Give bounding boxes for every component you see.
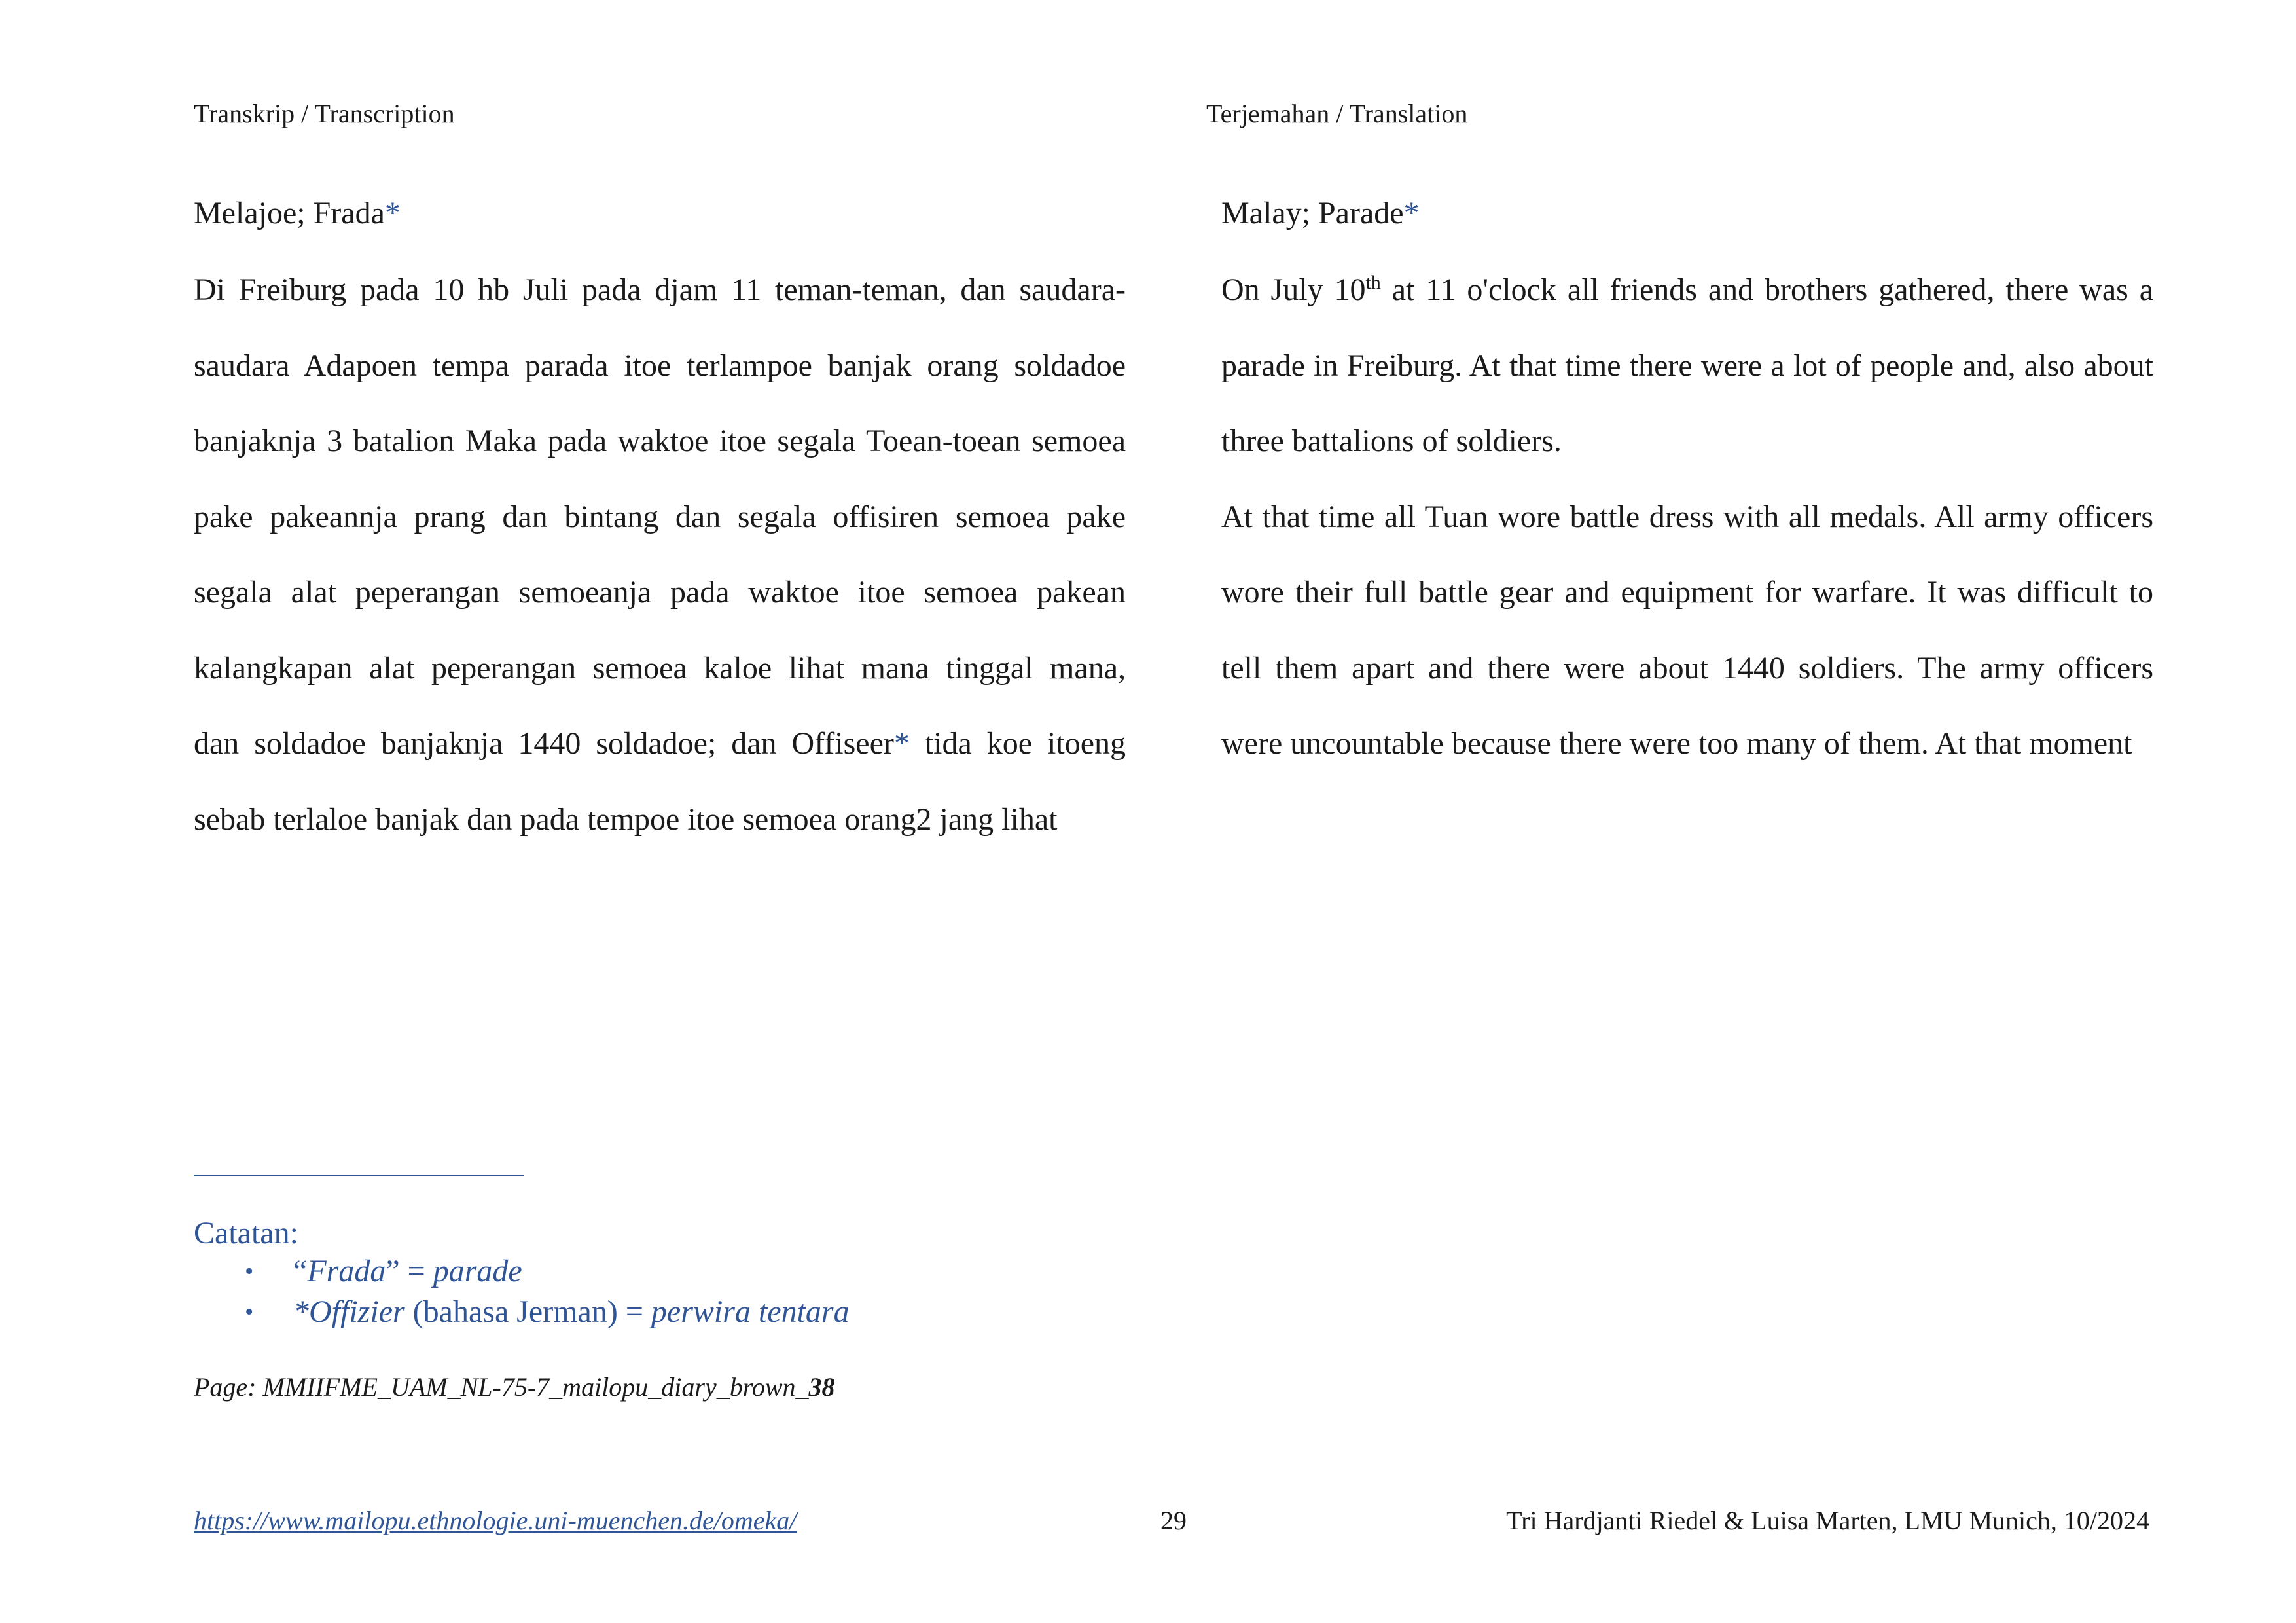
note-term: Frada xyxy=(307,1254,386,1288)
omeka-link[interactable]: https://www.mailopu.ethnologie.uni-muenchen.de/omeka/ xyxy=(194,1506,797,1535)
note-term: *Offizier xyxy=(293,1294,405,1329)
footnote-marker: * xyxy=(384,196,401,230)
page-reference-prefix: Page: MMIIFME_UAM_NL-75-7_mailopu_diary_brown_ xyxy=(194,1372,809,1402)
transcription-body xyxy=(194,252,1126,857)
transcription-line-text: dan soldadoe banjaknja 1440 soldadoe; dan Offiseer xyxy=(194,726,894,761)
note-meaning: parade xyxy=(433,1254,522,1288)
transcription-line xyxy=(194,706,1126,782)
translation-first-line xyxy=(1221,252,2153,328)
note-item xyxy=(194,1251,850,1292)
bullet-icon: • xyxy=(245,1298,254,1326)
transcription-line: pake pakeannja prang dan bintang dan segala offisiren semoea pake xyxy=(194,499,1126,534)
translation-title xyxy=(1221,195,1420,231)
translation-header: Terjemahan / Translation xyxy=(1206,99,1468,128)
note-item xyxy=(194,1292,850,1332)
notes-heading: Catatan: xyxy=(194,1216,298,1250)
page-number: 29 xyxy=(1160,1506,1187,1535)
page-reference-number: 38 xyxy=(808,1372,835,1402)
footer-link-wrap xyxy=(194,1505,797,1536)
transcription-line: saudara Adapoen tempa parada itoe terlampoe banjak orang soldadoe xyxy=(194,348,1126,383)
bullet-icon: • xyxy=(245,1258,254,1285)
translation-line-text: at 11 o'clock all friends and brothers gathered, there was a xyxy=(1380,272,2153,307)
footnote-marker: * xyxy=(893,726,910,761)
transcription-line-text: tida koe itoeng xyxy=(909,726,1126,761)
notes-section xyxy=(194,1215,850,1332)
transcription-line: banjaknja 3 batalion Maka pada waktoe itoe segala Toean-toean semoea xyxy=(194,424,1126,458)
footnote-separator xyxy=(194,1175,524,1176)
footer-credit: Tri Hardjanti Riedel & Luisa Marten, LMU Munich, 10/2024 xyxy=(1506,1506,2149,1535)
transcription-line: segala alat peperangan semoeanja pada waktoe itoe semoea pakean xyxy=(194,575,1126,610)
translation-paragraph-2: At that time all Tuan wore battle dress with all medals. All army officers wore their full battle gear and equipment for warfare. It was difficult to tell them apart and there were about 1440 soldiers. The army officers were uncountable because there were too many of them. At that moment xyxy=(1221,499,2153,761)
translation-title-text: Malay; Parade xyxy=(1221,196,1404,230)
transcription-title-text: Melajoe; Frada xyxy=(194,196,385,230)
notes-list xyxy=(194,1251,850,1332)
note-equals: ” = xyxy=(386,1254,433,1288)
note-language: (bahasa Jerman) = xyxy=(404,1294,651,1329)
transcription-line: Di Freiburg pada 10 hb Juli pada djam 11 teman-teman, dan saudara- xyxy=(194,272,1126,307)
transcription-header: Transkrip / Transcription xyxy=(194,99,455,128)
translation-paragraph-1: parade in Freiburg. At that time there were a lot of people and, also about three battalions of soldiers. xyxy=(1221,348,2153,458)
transcription-line: kalangkapan alat peperangan semoea kaloe lihat mana tinggal mana, xyxy=(194,650,1126,685)
translation-line-text: On July 10 xyxy=(1221,272,1366,307)
translation-body xyxy=(1221,252,2153,782)
transcription-title xyxy=(194,195,401,231)
page-reference xyxy=(194,1372,835,1402)
note-quote: “ xyxy=(293,1254,308,1288)
footnote-marker: * xyxy=(1403,196,1420,230)
note-meaning: perwira tentara xyxy=(651,1294,850,1329)
ordinal-suffix: th xyxy=(1365,272,1381,293)
transcription-line: sebab terlaloe banjak dan pada tempoe itoe semoea orang2 jang lihat xyxy=(194,801,1058,837)
